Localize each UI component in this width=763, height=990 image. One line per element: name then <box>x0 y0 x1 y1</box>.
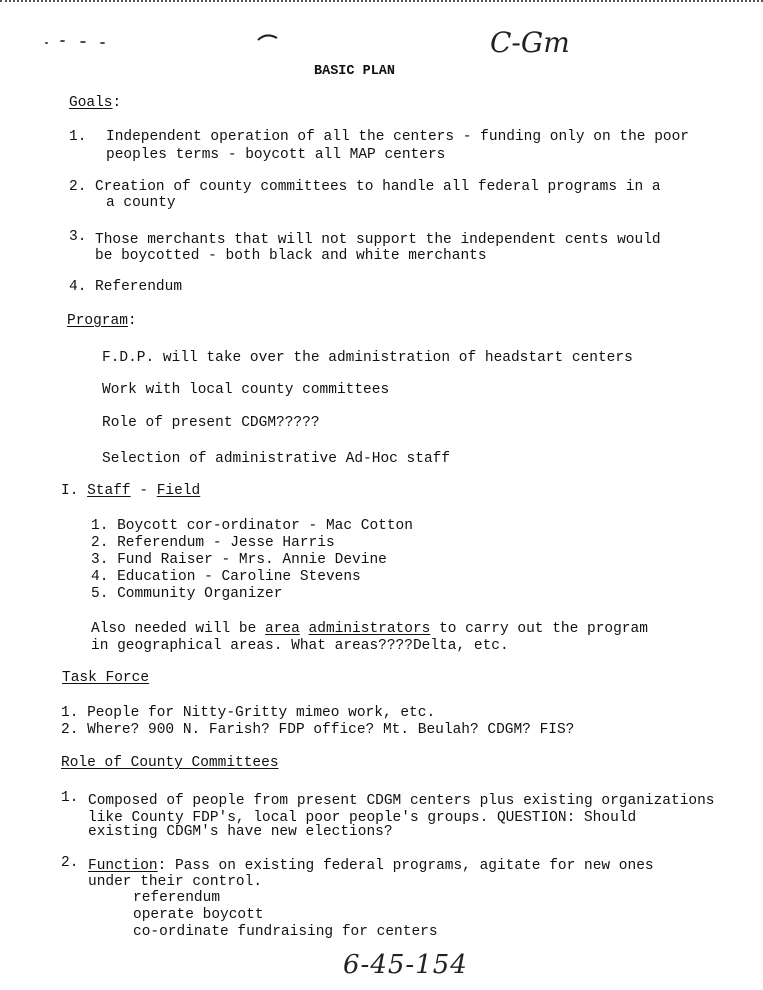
county-item-number: 2. <box>61 855 79 871</box>
task-force-heading: Task Force <box>62 670 150 686</box>
county-heading: Role of County Committees <box>61 755 279 771</box>
goal-number: 3. <box>69 229 87 245</box>
document-title: BASIC PLAN <box>314 64 396 79</box>
county-item-text: like County FDP's, local poor people's groups. QUESTION: Should <box>88 810 637 826</box>
staff-item: 2. Referendum - Jesse Harris <box>91 535 335 551</box>
staff-note: Also needed will be area administrators to carry out the program <box>91 621 648 637</box>
goal-text: a county <box>106 195 176 211</box>
staff-item: 5. Community Organizer <box>91 586 283 602</box>
function-sub-item: co-ordinate fundraising for centers <box>133 924 438 940</box>
goal-text: Those merchants that will not support the independent cents would <box>95 232 661 248</box>
speck-mark <box>100 42 105 44</box>
task-force-item: 2. Where? 900 N. Farish? FDP office? Mt. Beulah? CDGM? FIS? <box>61 722 575 738</box>
program-item: Selection of administrative Ad-Hoc staff <box>102 451 451 467</box>
county-item-text: Composed of people from present CDGM centers plus existing organizations <box>88 793 715 809</box>
program-heading: Program: <box>67 313 137 329</box>
goal-text: Independent operation of all the centers - funding only on the poor <box>106 129 689 145</box>
handwritten-initials: C-Gm <box>490 26 570 59</box>
goal-text: peoples terms - boycott all MAP centers <box>106 147 446 163</box>
speck-mark <box>80 41 86 43</box>
staff-item: 1. Boycott cor-ordinator - Mac Cotton <box>91 518 413 534</box>
county-item-text: under their control. <box>88 874 263 890</box>
staff-item: 3. Fund Raiser - Mrs. Annie Devine <box>91 552 387 568</box>
speck-mark <box>60 40 65 42</box>
goal-number: 4. <box>69 279 87 295</box>
staff-note: in geographical areas. What areas????Delta, etc. <box>91 638 509 654</box>
speck-mark <box>45 42 48 44</box>
staff-heading: I. Staff - Field <box>61 483 201 499</box>
goals-heading: Goals: <box>69 95 122 111</box>
county-function-line: Function: Pass on existing federal programs, agitate for new ones <box>88 858 654 874</box>
pen-stroke-mark <box>256 31 280 43</box>
page-top-edge <box>0 0 763 5</box>
function-sub-item: operate boycott <box>133 907 264 923</box>
task-force-item: 1. People for Nitty-Gritty mimeo work, etc. <box>61 705 436 721</box>
goal-text: Referendum <box>95 279 183 295</box>
goal-number: 1. <box>69 129 87 145</box>
county-item-number: 1. <box>61 790 79 806</box>
program-item: Work with local county committees <box>102 382 390 398</box>
county-item-text: existing CDGM's have new elections? <box>88 824 393 840</box>
staff-item: 4. Education - Caroline Stevens <box>91 569 361 585</box>
handwritten-page-number: 6-45-154 <box>343 950 468 980</box>
goal-number: 2. <box>69 179 87 195</box>
goal-text: be boycotted - both black and white merchants <box>95 248 487 264</box>
program-item: F.D.P. will take over the administration of headstart centers <box>102 350 633 366</box>
function-sub-item: referendum <box>133 890 221 906</box>
goal-text: Creation of county committees to handle all federal programs in a <box>95 179 661 195</box>
program-item: Role of present CDGM????? <box>102 415 320 431</box>
